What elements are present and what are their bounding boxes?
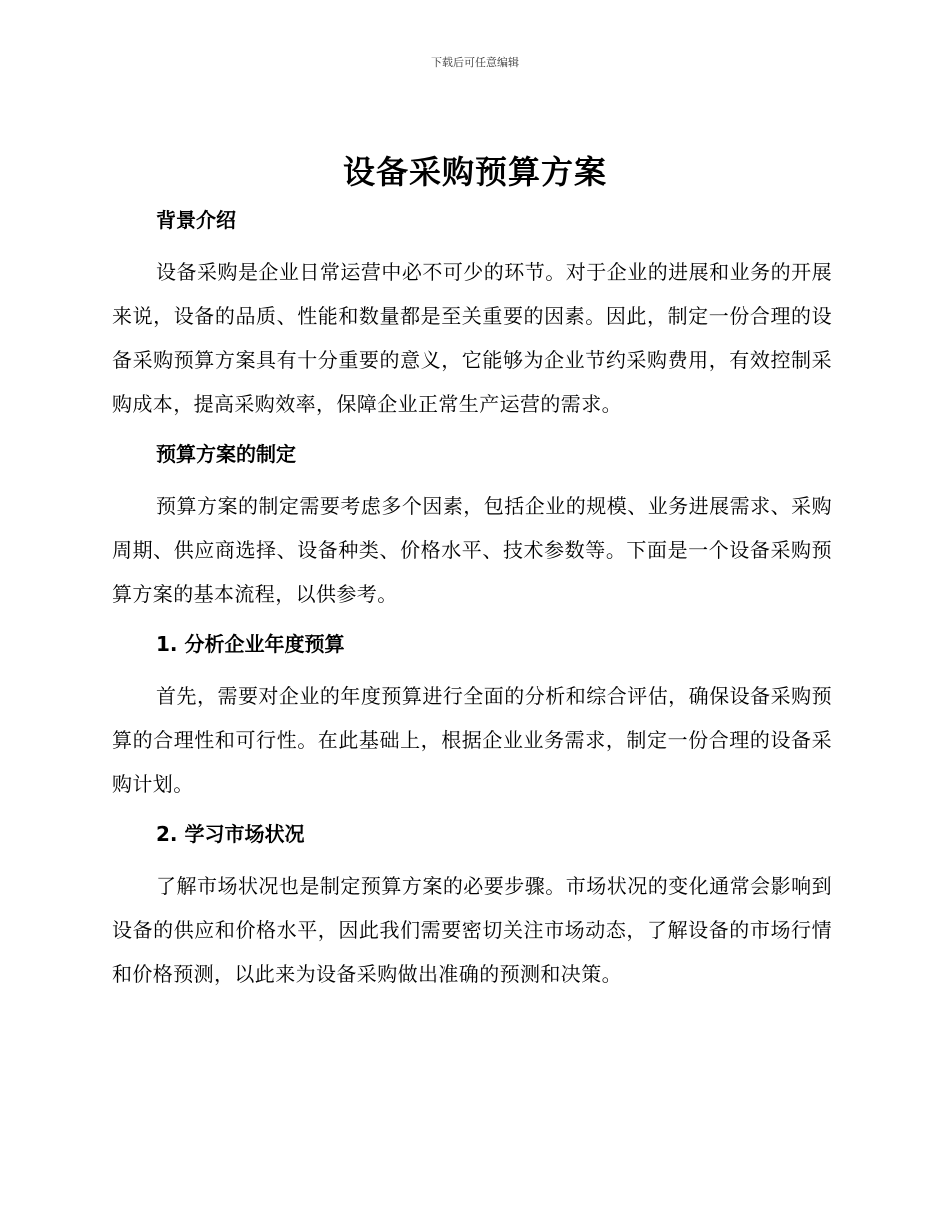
document-title: 设备采购预算方案	[342, 153, 607, 191]
section-heading-annual-budget: 1. 分析企业年度预算	[156, 632, 345, 656]
section-heading-budget-formulation: 预算方案的制定	[156, 442, 296, 466]
section-heading-market-conditions: 2. 学习市场状况	[156, 822, 305, 846]
paragraph-annual-budget: 首先，需要对企业的年度预算进行全面的分析和综合评估，确保设备采购预算的合理性和可行性。在此基础上，根据企业业务需求，制定一份合理的设备采购计划。	[112, 684, 832, 796]
document-body	[112, 200, 832, 996]
paragraph-background: 设备采购是企业日常运营中必不可少的环节。对于企业的进展和业务的开展来说，设备的品质、性能和数量都是至关重要的因素。因此，制定一份合理的设备采购预算方案具有十分重要的意义，它能够为企业节约采购费用，有效控制采购成本，提高采购效率，保障企业正常生产运营的需求。	[112, 260, 832, 416]
paragraph-budget-formulation: 预算方案的制定需要考虑多个因素，包括企业的规模、业务进展需求、采购周期、供应商选择、设备种类、价格水平、技术参数等。下面是一个设备采购预算方案的基本流程，以供参考。	[112, 494, 832, 606]
section-heading-background: 背景介绍	[156, 208, 236, 232]
paragraph-market-conditions: 了解市场状况也是制定预算方案的必要步骤。市场状况的变化通常会影响到设备的供应和价格水平，因此我们需要密切关注市场动态，了解设备的市场行情和价格预测，以此来为设备采购做出准确的预测和决策。	[112, 874, 832, 986]
page-header: 下载后可任意编辑	[431, 56, 519, 69]
